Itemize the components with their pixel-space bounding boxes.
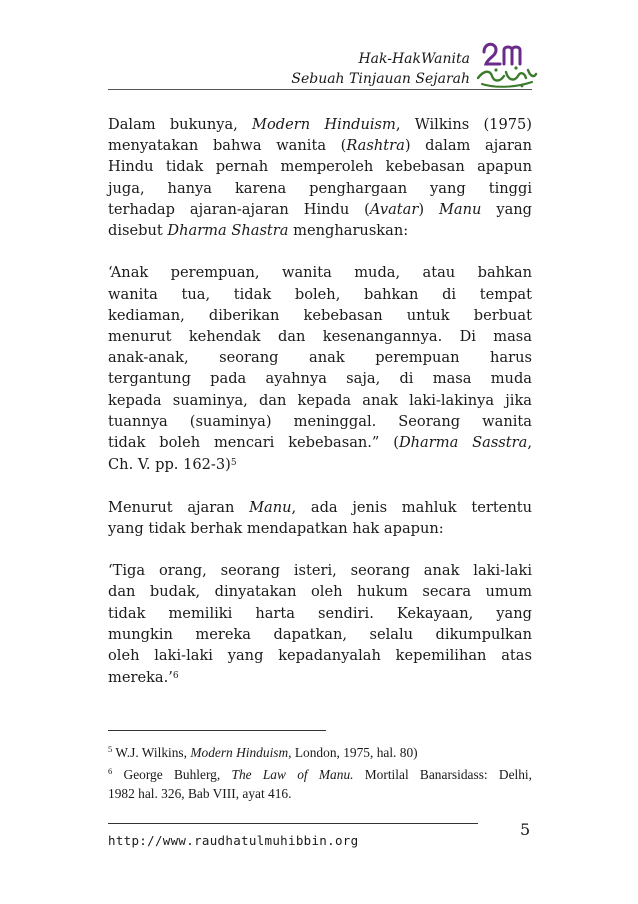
text-segment: disebut — [108, 222, 168, 240]
text-segment: Menurut ajaran — [108, 498, 250, 516]
text-segment: mengharuskan: — [288, 222, 409, 240]
text-line — [108, 453, 532, 475]
italic-text: Dharma Sasstra — [398, 434, 528, 452]
text-segment: mereka.’ — [108, 669, 173, 687]
text-line — [108, 390, 532, 411]
text-segment: juga, hanya karena penghargaan yang tinggi — [108, 179, 532, 197]
body-text — [108, 114, 532, 710]
text-line — [108, 262, 532, 283]
text-segment: Dalam bukunya, — [108, 116, 253, 133]
text-line — [108, 114, 532, 135]
footnote-marker: 5 — [108, 744, 113, 754]
text-segment: ) — [418, 200, 439, 218]
page-number: 5 — [520, 820, 531, 839]
text-line — [108, 624, 532, 645]
text-line — [108, 326, 532, 347]
text-line — [108, 497, 532, 518]
paragraph — [108, 262, 532, 475]
text-segment: Mortilal Banarsidass: Delhi, — [353, 767, 532, 782]
text-segment: wanita tua, tidak boleh, bahkan di tempat — [108, 285, 532, 303]
text-line — [108, 432, 532, 453]
text-line — [108, 368, 532, 389]
text-line — [108, 581, 532, 602]
text-segment: terhadap ajaran-ajaran Hindu ( — [108, 200, 370, 218]
text-line — [108, 305, 532, 326]
text-line — [108, 645, 532, 666]
italic-text: Manu — [438, 200, 482, 218]
paragraph — [108, 114, 532, 241]
text-line — [108, 347, 532, 368]
footnote-marker: 6 — [172, 671, 179, 682]
text-segment: anak-anak, seorang anak perempuan harus — [108, 349, 532, 367]
text-line — [108, 666, 532, 688]
text-segment: , ada jenis mahluk tertentu — [291, 498, 532, 516]
text-line — [108, 762, 532, 784]
paragraph — [108, 560, 532, 688]
footnotes — [108, 740, 532, 803]
text-segment: dan budak, dinyatakan oleh hukum secara umum — [108, 583, 532, 601]
text-segment: W.J. Wilkins, — [112, 745, 191, 760]
italic-text: Modern Hinduism — [252, 116, 396, 133]
text-line — [108, 784, 532, 803]
text-segment: , Wilkins (1975) — [395, 116, 532, 133]
text-line — [108, 220, 532, 241]
footer-divider — [108, 823, 478, 824]
text-segment: tidak memiliki harta sendiri. Kekayaan, yang — [108, 604, 532, 622]
text-line — [108, 199, 532, 220]
text-segment: yang — [481, 200, 533, 218]
footnote-divider — [108, 730, 326, 731]
text-line — [108, 135, 532, 156]
publisher-logo — [474, 36, 540, 92]
text-segment: kepada suaminya, dan kepada anak laki-lakinya jika — [108, 391, 532, 409]
text-line — [108, 518, 532, 539]
text-segment: ‘Tiga orang, seorang isteri, seorang anak laki-laki — [108, 562, 532, 580]
text-segment: kediaman, diberikan kebebasan untuk berbuat — [108, 306, 532, 324]
text-segment: , London, 1975, hal. 80) — [288, 745, 418, 760]
italic-text: Rashtra — [346, 137, 405, 155]
text-segment: , — [527, 434, 532, 452]
paragraph — [108, 497, 532, 539]
text-line — [108, 156, 532, 177]
italic-text: Dharma Shastra — [167, 222, 289, 240]
footnote — [108, 740, 532, 762]
footnote — [108, 762, 532, 803]
italic-text: Avatar — [369, 200, 419, 218]
italic-text: Modern Hinduism — [190, 745, 289, 760]
footer-url: http://www.raudhatulmuhibbin.org — [108, 833, 359, 848]
header-divider — [108, 89, 532, 90]
text-segment: tuannya (suaminya) meninggal. Seorang wanita — [108, 412, 532, 430]
text-line — [108, 284, 532, 305]
text-segment: tergantung pada ayahnya saja, di masa muda — [108, 370, 532, 388]
text-segment: ) dalam ajaran — [404, 137, 532, 155]
text-segment: 1982 hal. 326, Bab VIII, ayat 416. — [108, 786, 292, 801]
text-segment: tidak boleh mencari kebebasan.” ( — [108, 434, 399, 452]
text-line — [108, 603, 532, 624]
text-line — [108, 560, 532, 581]
text-segment: mungkin mereka dapatkan, selalu dikumpulkan — [108, 625, 532, 643]
text-segment: yang tidak berhak mendapatkan hak apapun: — [108, 519, 444, 537]
text-segment: menurut kehendak dan kesenangannya. Di masa — [108, 328, 532, 346]
italic-text: The Law of Manu. — [231, 767, 354, 782]
text-segment: Ch. V. pp. 162-3) — [108, 456, 231, 474]
text-segment: Hindu tidak pernah memperoleh kebebasan apapun — [108, 158, 532, 176]
text-line — [108, 178, 532, 199]
text-segment: George Buhlerg, — [112, 767, 232, 782]
header-title-line2: Sebuah Tinjauan Sejarah — [291, 71, 470, 87]
publisher-logo-mark — [474, 36, 540, 92]
text-segment: menyatakan bahwa wanita ( — [108, 137, 347, 155]
footnote-marker: 5 — [230, 458, 237, 469]
text-line — [108, 740, 532, 762]
text-line — [108, 411, 532, 432]
running-header — [291, 49, 470, 89]
text-segment: ‘Anak perempuan, wanita muda, atau bahkan — [108, 264, 532, 282]
header-title-line1: Hak-HakWanita — [358, 51, 470, 67]
text-segment: oleh laki-laki yang kepadanyalah kepemilihan atas — [108, 647, 532, 665]
italic-text: Manu — [249, 498, 292, 516]
footnote-marker: 6 — [108, 766, 113, 776]
